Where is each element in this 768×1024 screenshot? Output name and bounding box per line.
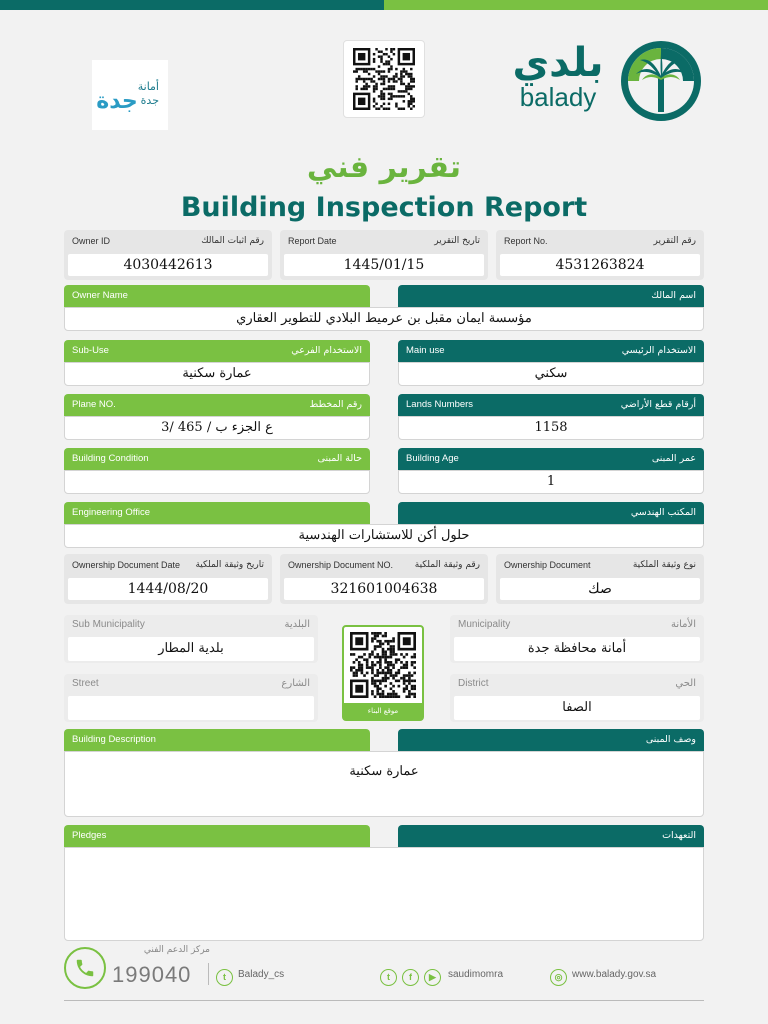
building-description-label-en: Building Description	[72, 734, 156, 745]
youtube-icon: ▶	[424, 969, 441, 986]
balady-palm-logo-icon	[620, 40, 702, 122]
street-label-ar: الشارع	[281, 678, 310, 689]
jeddah-logo-bottom-text: جدة	[140, 94, 159, 107]
engineering-office-value: حلول أكن للاستشارات الهندسية	[64, 524, 704, 548]
building-location-caption: موقع البناء	[344, 703, 422, 719]
report-title-english: Building Inspection Report	[180, 192, 588, 223]
sub-municipality-label-en: Sub Municipality	[72, 619, 145, 630]
ownership-doc-no-label-en: Ownership Document NO.	[288, 560, 394, 570]
municipality-value: أمانة محافظة جدة	[454, 637, 700, 661]
owner-id-value: 4030442613	[68, 254, 268, 276]
municipality-field	[450, 615, 704, 663]
engineering-office-header-en	[64, 502, 370, 524]
engineering-office-label-en: Engineering Office	[72, 507, 150, 518]
building-description-header-en	[64, 729, 370, 751]
building-description-value: عمارة سكنية	[64, 751, 704, 817]
ownership-doc-value: صك	[500, 578, 700, 600]
building-condition-label-en: Building Condition	[72, 453, 149, 464]
footer-divider	[208, 963, 209, 985]
footer	[64, 945, 704, 1001]
district-field	[450, 674, 704, 722]
sub-municipality-value: بلدية المطار	[68, 637, 314, 661]
jeddah-logo-mark: جدة	[96, 89, 138, 114]
pledges-value	[64, 847, 704, 941]
owner-name-label-en: Owner Name	[72, 290, 128, 301]
report-qr-code[interactable]	[343, 40, 425, 118]
twitter-handle[interactable]: Balady_cs	[238, 969, 285, 980]
report-no-label-en: Report No.	[504, 236, 548, 246]
district-label-ar: الحي	[675, 678, 696, 689]
building-description-header-ar	[398, 729, 704, 751]
jeddah-logo-top-text: أمانة	[137, 80, 159, 93]
owner-id-label-en: Owner ID	[72, 236, 111, 246]
facebook-icon: f	[402, 969, 419, 986]
pledges-header-ar	[398, 825, 704, 847]
balady-wordmark	[500, 42, 616, 110]
main-use-header	[398, 340, 704, 362]
main-use-label-en: Main use	[406, 345, 445, 356]
district-label-en: District	[458, 678, 489, 689]
building-location-qr[interactable]	[342, 625, 424, 721]
sub-use-label-ar: الاستخدام الفرعي	[291, 345, 362, 356]
building-condition-value	[64, 470, 370, 494]
support-center-number[interactable]: 199040	[112, 962, 192, 987]
footer-underline	[64, 1000, 704, 1001]
social-handle[interactable]: saudimomra	[448, 969, 504, 980]
top-bar-teal	[0, 0, 384, 10]
lands-numbers-header	[398, 394, 704, 416]
balady-english-text: balady	[519, 82, 597, 112]
municipality-label-ar: الأمانة	[670, 619, 696, 630]
engineering-office-header-ar	[398, 502, 704, 524]
sub-use-label-en: Sub-Use	[72, 345, 109, 356]
building-condition-header	[64, 448, 370, 470]
ownership-doc-label-en: Ownership Document	[504, 560, 591, 570]
qr-code-icon	[353, 48, 415, 110]
building-age-label-en: Building Age	[406, 453, 459, 464]
owner-name-header-ar	[398, 285, 704, 307]
report-date-value: 1445/01/15	[284, 254, 484, 276]
report-date-label-en: Report Date	[288, 236, 337, 246]
twitter-icon: t	[216, 969, 233, 986]
street-label-en: Street	[72, 678, 99, 689]
owner-name-label-ar: اسم المالك	[651, 290, 696, 301]
street-field	[64, 674, 318, 722]
plane-no-label-en: Plane NO.	[72, 399, 116, 410]
balady-arabic-text: بلدي	[512, 40, 604, 86]
ownership-doc-field	[496, 554, 704, 604]
website-link[interactable]: www.balady.gov.sa	[572, 969, 657, 980]
plane-no-label-ar: رقم المخطط	[309, 399, 362, 410]
globe-icon: ◎	[550, 969, 567, 986]
building-age-value: 1	[398, 470, 704, 494]
municipality-label-en: Municipality	[458, 619, 511, 630]
ownership-doc-date-field	[64, 554, 272, 604]
district-value: الصفا	[454, 696, 700, 720]
pledges-label-ar: التعهدات	[662, 830, 696, 841]
sub-municipality-field	[64, 615, 318, 663]
building-age-label-ar: عمر المبنى	[651, 453, 696, 464]
ownership-doc-no-label-ar: رقم وثيقة الملكية	[414, 560, 480, 570]
main-use-label-ar: الاستخدام الرئيسي	[621, 345, 696, 356]
lands-numbers-value: 1158	[398, 416, 704, 440]
report-date-label-ar: تاريخ التقرير	[434, 236, 480, 246]
phone-icon	[64, 947, 106, 989]
sub-use-header	[64, 340, 370, 362]
main-use-value: سكني	[398, 362, 704, 386]
sub-use-value: عمارة سكنية	[64, 362, 370, 386]
building-age-header	[398, 448, 704, 470]
owner-name-header-en	[64, 285, 370, 307]
support-center-label: مركز الدعم الفني	[143, 945, 210, 955]
plane-no-value: 3/ 465 / ع الجزء ب	[64, 416, 370, 440]
ownership-doc-date-value: 1444/08/20	[68, 578, 268, 600]
report-no-field	[496, 230, 704, 280]
twitter-icon: t	[380, 969, 397, 986]
owner-id-label-ar: رقم اثبات المالك	[201, 236, 264, 246]
building-condition-label-ar: حالة المبنى	[317, 453, 362, 464]
report-title-arabic: تقرير فني	[306, 150, 462, 185]
owner-name-value: مؤسسة ايمان مقبل بن عرميط البلادي للتطوير العقاري	[64, 307, 704, 331]
ownership-doc-no-value: 321601004638	[284, 578, 484, 600]
jeddah-municipality-logo	[92, 60, 168, 130]
ownership-doc-no-field	[280, 554, 488, 604]
ownership-doc-label-ar: نوع وثيقة الملكية	[632, 560, 696, 570]
lands-numbers-label-ar: أرقام قطع الأراضي	[620, 399, 696, 410]
owner-id-field	[64, 230, 272, 280]
report-no-value: 4531263824	[500, 254, 700, 276]
engineering-office-label-ar: المكتب الهندسي	[630, 507, 696, 518]
plane-no-header	[64, 394, 370, 416]
sub-municipality-label-ar: البلدية	[284, 619, 310, 630]
location-qr-code-icon	[350, 632, 416, 698]
lands-numbers-label-en: Lands Numbers	[406, 399, 474, 410]
pledges-label-en: Pledges	[72, 830, 107, 841]
ownership-doc-date-label-ar: تاريخ وثيقة الملكية	[195, 560, 264, 570]
report-no-label-ar: رقم التقرير	[653, 236, 696, 246]
pledges-header-en	[64, 825, 370, 847]
street-value	[68, 696, 314, 720]
report-date-field	[280, 230, 488, 280]
building-description-label-ar: وصف المبنى	[645, 734, 696, 745]
ownership-doc-date-label-en: Ownership Document Date	[72, 560, 181, 570]
top-color-bar	[0, 0, 768, 10]
top-bar-green	[384, 0, 768, 10]
